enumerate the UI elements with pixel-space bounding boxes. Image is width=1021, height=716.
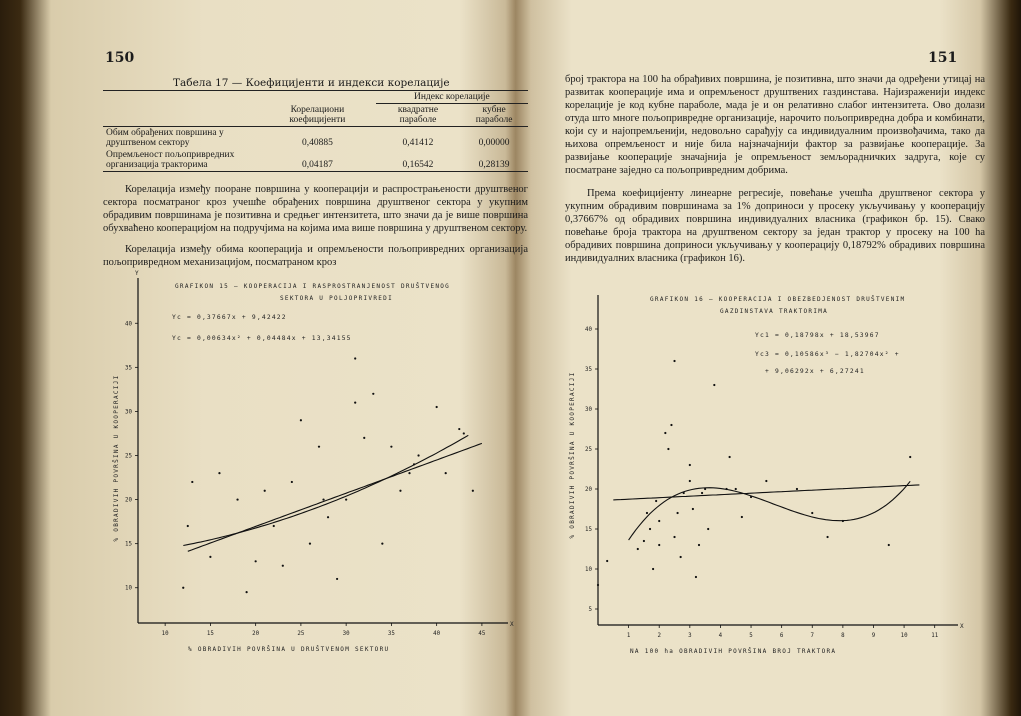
x-tick-label: 25 — [297, 631, 305, 637]
data-point — [318, 446, 320, 448]
data-point — [606, 560, 608, 562]
regression-line — [183, 435, 468, 545]
data-point — [689, 464, 691, 466]
data-point — [236, 498, 238, 500]
y-tick-label: 25 — [125, 453, 132, 460]
data-point — [689, 480, 691, 482]
y-tick-label: 30 — [125, 409, 132, 416]
data-point — [463, 432, 465, 434]
data-point — [729, 456, 731, 458]
data-point — [664, 432, 666, 434]
right-page — [540, 0, 985, 716]
regression-equation: + 9,06292x + 6,27241 — [765, 368, 865, 375]
data-point — [345, 498, 347, 500]
body-paragraph: Корелација између обима кооперација и опремљености пољопривредних организација пољопривредном механизацијом, посматраном кроз — [103, 244, 528, 268]
body-paragraph: Корелација између пооране површина у кооперацији и распрострањености друштвеног сектора посматраног кроз учешће обрађених површина друштвеног сектора у укупним обрадивим површинама је позитивна и средњег интензитета, што значи да је више површина обухваћено кооперацијом на подручјима на којима има више површина у друштвеном сектору. — [103, 184, 528, 234]
y-axis-label: % OBRADIVIH POVRŠINA U KOOPERACIJI — [113, 374, 120, 542]
data-point — [381, 543, 383, 545]
chart-title: GAZDINSTAVA TRAKTORIMA — [720, 308, 829, 315]
table-cell: 0,41412 — [402, 138, 434, 148]
x-tick-label: 9 — [871, 633, 876, 639]
data-point — [652, 568, 654, 570]
data-point — [765, 480, 767, 482]
table-col-header: кубне параболе — [460, 104, 528, 127]
data-point — [811, 512, 813, 514]
regression-line — [629, 481, 911, 540]
x-tick-label: 10 — [161, 631, 169, 637]
data-point — [246, 591, 248, 593]
table-row — [103, 127, 528, 150]
data-point — [692, 508, 694, 510]
y-tick-label: 15 — [585, 527, 592, 533]
left-page — [55, 0, 528, 716]
x-tick-label: 3 — [688, 633, 692, 639]
regression-line — [188, 443, 482, 551]
x-tick-label: 40 — [433, 631, 441, 637]
data-point — [458, 428, 460, 430]
data-point — [363, 437, 365, 439]
table-col-header: квадратне параболе — [376, 104, 460, 127]
data-point — [670, 424, 672, 426]
regression-equation: Yc1 = 0,18798x + 18,53967 — [755, 332, 880, 339]
table-caption: Табела 17 — Коефицијенти и индекси корелације — [173, 77, 450, 89]
data-point — [673, 536, 675, 538]
x-tick-label: 7 — [810, 633, 815, 639]
data-point — [676, 512, 678, 514]
data-point — [796, 488, 798, 490]
y-tick-label: 40 — [125, 321, 132, 328]
data-point — [322, 498, 324, 500]
y-tick-label: 10 — [585, 567, 592, 573]
data-point — [445, 472, 447, 474]
data-point — [282, 565, 284, 567]
chart-title: GRAFIKON 15 — KOOPERACIJA I RASPROSTRANJENOST DRUŠTVENOG — [175, 283, 451, 290]
data-point — [273, 525, 275, 527]
x-tick-label: 4 — [718, 633, 723, 639]
table-cell: 0,16542 — [376, 149, 460, 172]
data-point — [255, 560, 257, 562]
x-tick-label: 20 — [252, 631, 260, 637]
data-point — [191, 481, 193, 483]
data-point — [472, 490, 474, 492]
data-point — [695, 576, 697, 578]
data-point — [354, 402, 356, 404]
y-axis-letter: Y — [135, 270, 140, 277]
table-row — [103, 149, 528, 172]
y-tick-label: 20 — [585, 487, 592, 493]
x-tick-label: 1 — [626, 633, 631, 639]
x-axis-letter: X — [960, 623, 965, 630]
chart-title: SEKTORA U POLJOPRIVREDI — [280, 295, 393, 302]
body-paragraph: број трактора на 100 ha обрађивих површина, је позитивна, што значи да одређени утицај на развитак кооперације има и опремљеност друштвених газдинстава. Најизраженији индекс корелације је код кубне параболе, мада је и он релативно слабог интензитета. Ово долази отуда што многе пољопривредне организације, нарочито пољопривредна добра и комбинати, који су и најопремљенији, недовољно сарађују са индивидуалним произвођачима, тако да њихова опремљеност и није била најзначајнији фактор за развијање кооперације. За развијање кооперације значајнија је опремљеност земљорадничких задруга, које су посматране заједно са пољопривредним добрима. — [565, 74, 985, 176]
data-point — [655, 500, 657, 502]
y-tick-label: 25 — [585, 447, 592, 453]
x-tick-label: 8 — [841, 633, 845, 639]
regression-line — [613, 485, 919, 500]
data-point — [372, 393, 374, 395]
y-tick-label: 20 — [125, 497, 132, 504]
data-point — [264, 490, 266, 492]
data-point — [218, 472, 220, 474]
table-cell: 0,40885 — [301, 138, 333, 148]
data-point — [408, 472, 410, 474]
regression-equation: Yc3 = 0,10586x³ − 1,82704x² + — [755, 351, 900, 358]
table-cell: 0,00000 — [478, 138, 510, 148]
x-tick-label: 6 — [779, 633, 784, 639]
table-cell: 0,28139 — [460, 149, 528, 172]
data-point — [336, 578, 338, 580]
table-row-label: Обим обрађених површина у друштвеном сектору — [106, 128, 224, 148]
data-point — [680, 556, 682, 558]
x-tick-label: 10 — [900, 633, 908, 639]
y-tick-label: 30 — [585, 407, 592, 413]
y-tick-label: 10 — [125, 585, 132, 592]
data-point — [701, 492, 703, 494]
data-point — [327, 516, 329, 518]
y-tick-label: 35 — [585, 367, 592, 373]
y-tick-label: 15 — [125, 541, 132, 548]
data-point — [826, 536, 828, 538]
data-point — [390, 446, 392, 448]
y-tick-label: 5 — [588, 607, 592, 613]
data-point — [187, 525, 189, 527]
y-tick-label: 40 — [585, 327, 592, 333]
x-tick-label: 45 — [478, 631, 486, 637]
data-point — [667, 448, 669, 450]
data-point — [643, 540, 645, 542]
data-point — [182, 587, 184, 589]
data-point — [646, 512, 648, 514]
data-point — [291, 481, 293, 483]
data-point — [741, 516, 743, 518]
table-group-header: Индекс корелације — [376, 91, 528, 104]
data-point — [888, 544, 890, 546]
data-point — [658, 520, 660, 522]
chart-15 — [100, 268, 530, 668]
data-point — [707, 528, 709, 530]
regression-equation: Yc = 0,37667x + 9,42422 — [172, 314, 287, 321]
chart-15-svg — [100, 268, 530, 668]
data-point — [735, 488, 737, 490]
y-axis-label: % OBRADIVIH POVRŠINA U KOOPERACIJI — [569, 371, 576, 539]
data-point — [637, 548, 639, 550]
data-point — [399, 490, 401, 492]
data-point — [209, 556, 211, 558]
body-paragraph: Према коефицијенту линеарне регресије, повећање учешћа друштвеног сектора у укупним обрадивим површинама за 1% доприноси у просеку укључивању у кооперацију 0,37667% од обрадивих површина индивидуалних власника (графикон бр. 15). Свако повећање броја трактора на друштвеном сектору за један трактор у просеку на 100 ha обрадивих површина доприноси укључивању у кооперацију 0,18792% обрадивих површина индивидуалних власника (графикон 16). — [565, 188, 985, 264]
data-point — [436, 406, 438, 408]
table-col-header: Корелациони коефицијенти — [259, 104, 376, 127]
page-number: 151 — [928, 50, 958, 66]
data-point — [597, 584, 599, 586]
correlation-table — [103, 90, 528, 172]
data-point — [649, 528, 651, 530]
regression-equation: Yc = 0,00634x² + 0,04484x + 13,34155 — [172, 335, 352, 342]
data-point — [309, 543, 311, 545]
data-point — [354, 357, 356, 359]
data-point — [698, 544, 700, 546]
y-tick-label: 35 — [125, 365, 132, 372]
data-point — [417, 454, 419, 456]
table-row-label: Опремљеност пољопривредних организација тракторима — [103, 149, 259, 172]
chart-16-svg — [560, 285, 980, 655]
x-axis-label: % OBRADIVIH POVRŠINA U DRUŠTVENOM SEKTORU — [188, 646, 390, 653]
data-point — [713, 384, 715, 386]
x-axis-letter: X — [510, 621, 515, 628]
data-point — [909, 456, 911, 458]
chart-title: GRAFIKON 16 — KOOPERACIJA I OBEZBEDJENOST DRUŠTVENIM — [650, 296, 906, 303]
x-axis-label: NA 100 ha OBRADIVIH POVRŠINA BROJ TRAKTORA — [630, 648, 837, 655]
data-point — [300, 419, 302, 421]
x-tick-label: 2 — [657, 633, 661, 639]
x-tick-label: 11 — [931, 633, 939, 639]
x-tick-label: 30 — [342, 631, 350, 637]
data-point — [673, 360, 675, 362]
chart-16 — [560, 285, 980, 655]
x-tick-label: 35 — [387, 631, 395, 637]
data-point — [658, 544, 660, 546]
x-tick-label: 5 — [749, 633, 753, 639]
x-tick-label: 15 — [206, 631, 214, 637]
page-number: 150 — [105, 50, 135, 66]
table-cell: 0,04187 — [259, 149, 376, 172]
